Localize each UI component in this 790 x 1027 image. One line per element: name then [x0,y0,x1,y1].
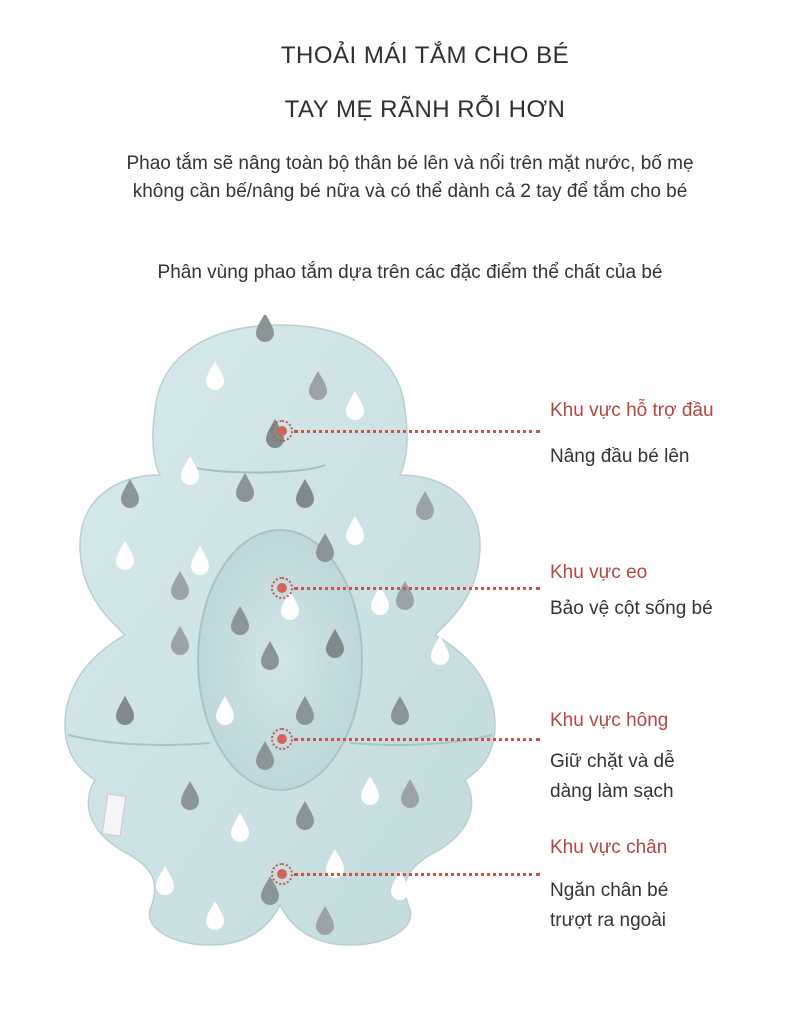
zone-connector-waist [294,587,540,590]
product-description: Phao tắm sẽ nâng toàn bộ thân bé lên và nổi trên mặt nước, bố mẹ không cần bế/nâng bé nữa và có thể dành cả 2 tay để tắm cho bé [126,153,694,202]
zone-desc-line: dàng làm sạch [550,781,674,802]
zone-desc-hip [550,747,675,807]
zone-desc-leg [550,876,668,936]
zone-desc-head [550,442,689,472]
zone-connector-head [294,430,540,433]
zone-title-leg: Khu vực chân [550,837,668,858]
raindrop-icon [256,315,274,342]
page-title-line-1: THOẢI MÁI TẮM CHO BÉ [280,42,570,69]
zone-title-waist: Khu vực eo [550,562,648,583]
marker-dot-icon [271,863,293,885]
zone-desc-line: Bảo vệ cột sống bé [550,598,713,619]
zone-title-hip: Khu vực hông [550,710,669,731]
marker-dot-icon [271,728,293,750]
marker-dot-icon [271,577,293,599]
zone-desc-waist [550,594,713,624]
marker-dot-icon [271,420,293,442]
page-title-line-2: TAY MẸ RÃNH RỖI HƠN [284,96,566,123]
zone-connector-leg [294,873,540,876]
zone-desc-line: Ngăn chân bé [550,880,669,901]
center-pad [198,530,362,790]
zone-desc-line: Giữ chặt và dễ [550,751,675,772]
zone-title-head: Khu vực hỗ trợ đầu [550,400,714,421]
zoning-heading: Phân vùng phao tắm dựa trên các đặc điểm thể chất của bé [157,262,663,283]
zone-desc-line: Nâng đầu bé lên [550,446,690,467]
zone-connector-hip [294,738,540,741]
bath-cushion-illustration [50,315,510,955]
zone-desc-line: trượt ra ngoài [550,910,667,931]
